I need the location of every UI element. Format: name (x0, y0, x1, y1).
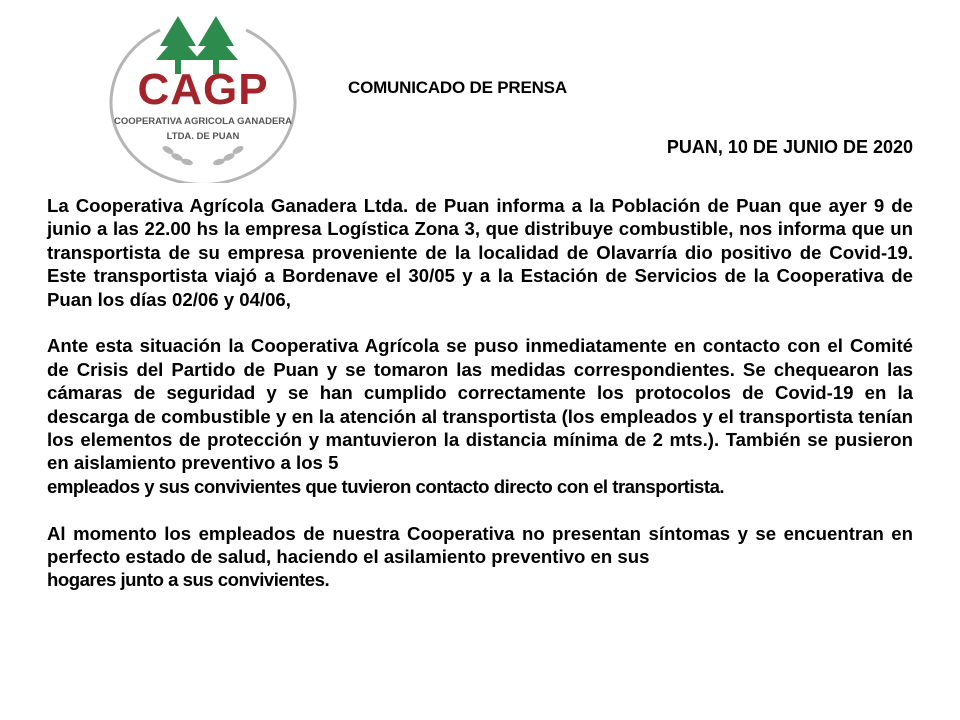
paragraph-2 (47, 334, 913, 498)
laurel-icon (161, 144, 244, 166)
paragraph-2-main: Ante esta situación la Cooperativa Agrícola se puso inmediatamente en contacto con el Comité de Crisis del Partido de Puan y se tomaron las medidas correspondientes. Se chequearon las cámaras de seguridad y se han cumplido correctamente los protocolos de Covid-19 en la descarga de combustible y en la atención al transportista (los empleados y el transportista tenían los elementos de protección y mantuvieron la distancia mínima de 2 mts.). También se pusieron en aislamiento preventivo a los 5 (47, 335, 913, 474)
press-release-body (47, 194, 913, 615)
logo-wordmark: CAGP (137, 65, 269, 114)
paragraph-2-last-line: empleados y sus convivientes que tuvieron contacto directo con el transportista. (47, 475, 725, 497)
dateline: PUAN, 10 DE JUNIO DE 2020 (666, 137, 913, 157)
cagp-logo (98, 8, 308, 183)
paragraph-3 (47, 522, 913, 592)
paragraph-3-last-line: hogares junto a sus convivientes. (47, 569, 330, 591)
logo-line2: LTDA. DE PUAN (166, 131, 240, 142)
logo-line1: COOPERATIVA AGRICOLA GANADERA (113, 116, 293, 127)
press-release-heading: COMUNICADO DE PRENSA (348, 78, 567, 97)
cagp-logo-graphic (98, 8, 308, 183)
paragraph-1: La Cooperativa Agrícola Ganadera Ltda. de Puan informa a la Población de Puan que ayer 9 de junio a las 22.00 hs la empresa Logística Zona 3, que distribuye combustible, nos informa que un transportista de su empresa proveniente de la localidad de Olavarría dio positivo de Covid-19. Este transportista viajó a Bordenave el 30/05 y a la Estación de Servicios de la Cooperativa de Puan los días 02/06 y 04/06, (47, 195, 913, 310)
paragraph-3-main: Al momento los empleados de nuestra Cooperativa no presentan síntomas y se encuentran en perfecto estado de salud, haciendo el asilamiento preventivo en sus (47, 522, 913, 568)
